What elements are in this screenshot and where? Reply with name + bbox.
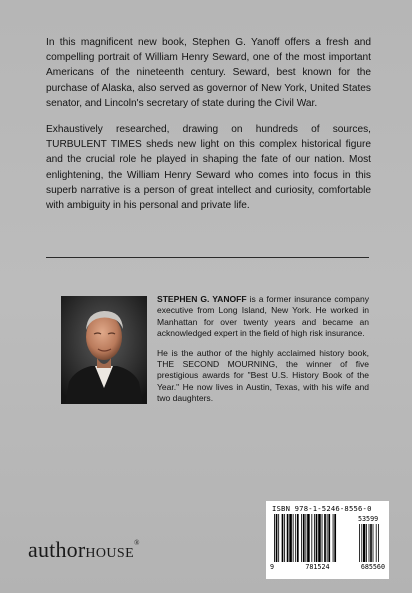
logo-author-word: author [28, 537, 86, 562]
author-photo [61, 296, 147, 404]
barcode-digit-group-1: 781524 [305, 563, 330, 571]
author-bio [157, 294, 369, 413]
logo-house-word: HOUSE [85, 546, 135, 561]
blurb-paragraph-2-end: sheds new light on this complex historical figure and the crucial role he played in shaping the fate of our nation. Most enlightening, the William Henry Seward who comes into focus in this superb narrative is a person of great intellect and curiosity, comfortable with ambiguity in his personal and private life. [46, 139, 371, 212]
bio-paragraph-1 [157, 294, 369, 340]
registered-mark-icon: ® [134, 539, 140, 547]
publisher-logo [28, 537, 140, 563]
bio-paragraph-1-rest: is a former insurance company executive from Long Island, New York. He worked in Manhattan for over twenty years and became an acknowledged expert in the field of high risk insurance. [157, 294, 369, 339]
barcode-digit-lead: 9 [270, 563, 275, 571]
barcode-addon-number: 53599 [358, 515, 379, 523]
barcode-digit-group-2: 685560 [360, 563, 385, 571]
blurb-paragraph-2-start: Exhaustively researched, drawing on hundreds of sources, [46, 124, 371, 136]
blurb-paragraph-2 [46, 122, 371, 213]
isbn-barcode-box [266, 501, 389, 579]
blurb-paragraph-1: In this magnificent new book, Stephen G. Yanoff offers a fresh and compelling portrait of William Henry Seward, one of the most important Americans of the nineteenth century. Seward, best known for the purchase of Alaska, also served as governor of New York, United States senator, and Lincoln's secretary of state during the Civil War. [46, 37, 371, 109]
isbn-label: ISBN 978-1-5246-8556-0 [272, 504, 372, 513]
author-name: STEPHEN G. YANOFF [157, 294, 247, 304]
bio-paragraph-2: He is the author of the highly acclaimed history book, THE SECOND MOURNING, the winner of five prestigious awards for "Best U.S. History Book of the Year." He now lives in Austin, Texas, with his wife and two daughters. [157, 347, 369, 404]
divider-rule [46, 257, 369, 258]
book-blurb [46, 35, 371, 224]
barcode-digits [270, 563, 385, 571]
book-title-mention: TURBULENT TIMES [46, 139, 142, 151]
